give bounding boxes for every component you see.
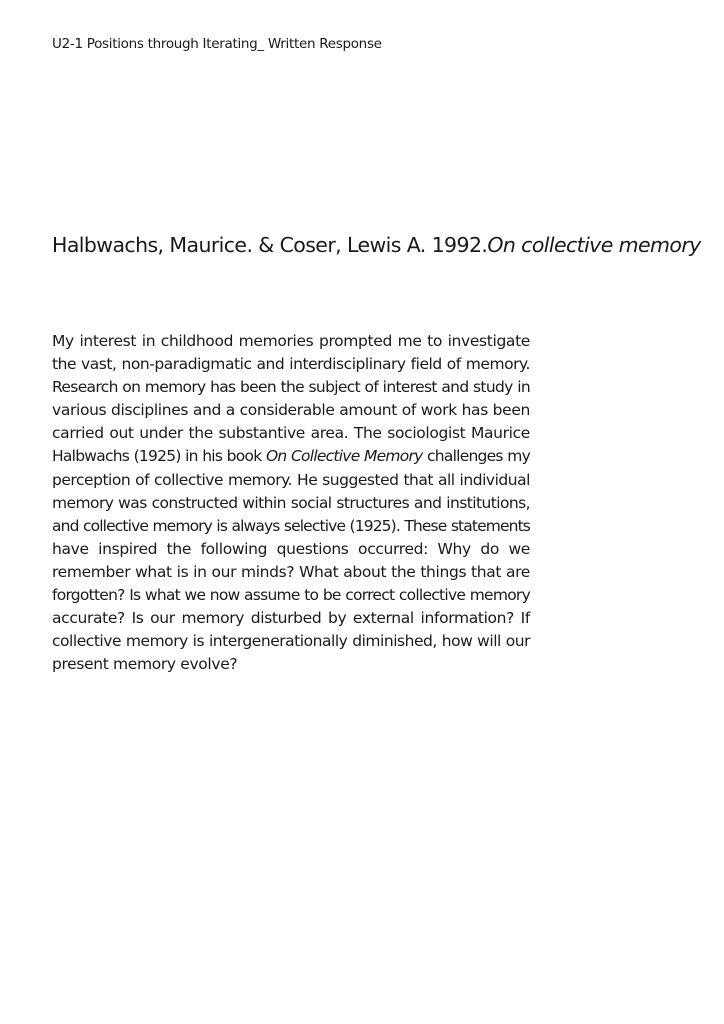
citation-authors-year: Halbwachs, Maurice. & Coser, Lewis A. 1992. (52, 233, 488, 257)
paragraph-line (52, 445, 530, 468)
paragraph-line: various disciplines and a considerable amount of work has been (52, 401, 530, 420)
line-segment: Halbwachs (1925) in his book (52, 447, 266, 466)
paragraph-line: have inspired the following questions occurred: Why do we (52, 539, 530, 558)
page-header: U2-1 Positions through Iterating_ Written Response (52, 36, 382, 52)
paragraph-line: the vast, non-paradigmatic and interdisciplinary field of memory. (52, 355, 530, 374)
paragraph-line: forgotten? Is what we now assume to be correct collective memory (52, 586, 530, 605)
paragraph-line: carried out under the substantive area. The sociologist Maurice (52, 424, 530, 443)
paragraph-line: My interest in childhood memories prompted me to investigate (52, 332, 530, 350)
paragraph-line: collective memory is intergenerationally diminished, how will our (52, 632, 530, 651)
book-title: On Collective Memory (265, 447, 423, 466)
paragraph-line: and collective memory is always selective (1925). These statements (52, 516, 530, 535)
citation-work-title: On collective memory (487, 233, 701, 257)
paragraph-line: accurate? Is our memory disturbed by external information? If (52, 609, 530, 628)
paragraph-line: memory was constructed within social structures and institutions, (52, 493, 530, 512)
body-paragraph (52, 330, 530, 676)
citation (52, 231, 701, 259)
paragraph-line: remember what is in our minds? What about the things that are (52, 562, 530, 581)
paragraph-line: perception of collective memory. He suggested that all individual (52, 470, 530, 489)
line-segment: challenges my (422, 447, 531, 466)
paragraph-line: Research on memory has been the subject of interest and study in (52, 378, 530, 397)
paragraph-line: present memory evolve? (52, 655, 238, 674)
